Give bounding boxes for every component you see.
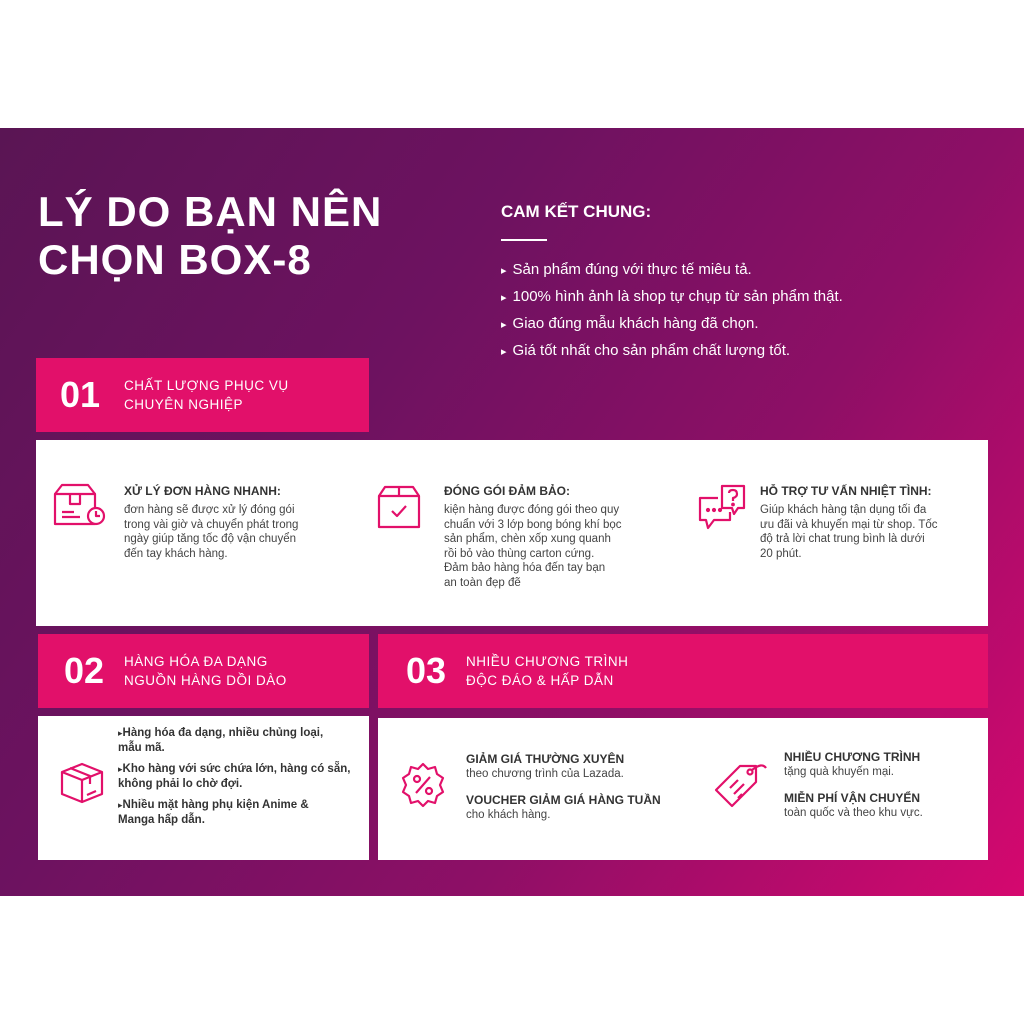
section-02-bullets [118,726,350,834]
feature-title: GIẢM GIÁ THƯỜNG XUYÊN [466,752,625,766]
section-01-features [36,440,988,626]
section-03-label: NHIỀU CHƯƠNG TRÌNH ĐỘC ĐÁO & HẤP DẪN [466,654,629,688]
commitment-heading: CAM KẾT CHUNG: [501,202,652,221]
feature-description: toàn quốc và theo khu vực. [784,807,923,819]
title-line-1: LÝ DO BẠN NÊN [38,188,383,235]
section-02-label: HÀNG HÓA ĐA DẠNG NGUỒN HÀNG DỒI DÀO [124,654,287,688]
feature-description: theo chương trình của Lazada. [466,768,624,780]
percent-badge-icon [400,762,446,808]
section-02-features [38,716,369,860]
feature-title: NHIỀU CHƯƠNG TRÌNH [784,750,921,764]
chat-question-icon [696,484,748,532]
feature-description: đơn hàng sẽ được xử lý đóng gói trong vài giờ và chuyển phát trong ngày giúp tăng tốc độ vận chuyển đến tay khách hàng. [124,504,299,560]
feature-title: XỬ LÝ ĐƠN HÀNG NHANH: [124,484,281,498]
package-check-icon [376,484,422,530]
section-01-header [36,358,369,432]
commitment-item: ▸ Giá tốt nhất cho sản phẩm chất lượng tốt. [501,337,843,364]
commitment-divider [501,239,547,241]
commitment-item: ▸ Giao đúng mẫu khách hàng đã chọn. [501,310,843,337]
section-03-number: 03 [405,650,447,691]
feature-title: VOUCHER GIẢM GIÁ HÀNG TUẦN [466,793,661,807]
section-03-features [378,718,988,860]
delivery-box-clock-icon [52,482,108,528]
feature-description: cho khách hàng. [466,809,551,821]
list-item: ▸ Nhiều mặt hàng phụ kiện Anime & Manga hấp dẫn. [118,798,350,827]
page-title [38,188,382,284]
reasons-banner [0,128,1024,896]
feature-description: Giúp khách hàng tận dụng tối đa ưu đãi và khuyến mại từ shop. Tốc độ trả lời chat trung bình là dưới 20 phút. [760,504,938,560]
commitment-item: ▸ Sản phẩm đúng với thực tế miêu tả. [501,256,843,283]
feature-title: MIỄN PHÍ VẬN CHUYỂN [784,791,921,805]
section-03-header [378,634,988,708]
feature-description: kiện hàng được đóng gói theo quy chuẩn với 3 lớp bong bóng khí bọc sản phẩm, chèn xốp xung quanh rồi bỏ vào thùng carton cứng. Đảm bảo hàng hóa đến tay bạn an toàn đẹp đẽ [444,504,622,589]
feature-title: ĐÓNG GÓI ĐẢM BẢO: [444,484,570,498]
feature-title: HỖ TRỢ TƯ VẤN NHIỆT TÌNH: [760,484,932,498]
price-tag-icon [712,760,770,810]
cardboard-box-icon [58,758,106,806]
section-01-label: CHẤT LƯỢNG PHỤC VỤ CHUYÊN NGHIỆP [124,378,289,412]
list-item: ▸ Hàng hóa đa dạng, nhiều chủng loại, mẫu mã. [118,726,350,755]
section-02-header [38,634,369,708]
feature-description: tặng quà khuyến mại. [784,766,894,778]
commitment-item: ▸ 100% hình ảnh là shop tự chụp từ sản phẩm thật. [501,283,843,310]
commitment-list [501,256,843,364]
list-item: ▸ Kho hàng với sức chứa lớn, hàng có sẵn, không phải lo chờ đợi. [118,762,350,791]
section-01-number: 01 [59,374,101,415]
title-line-2: CHỌN BOX-8 [38,236,312,283]
section-02-number: 02 [63,650,105,691]
